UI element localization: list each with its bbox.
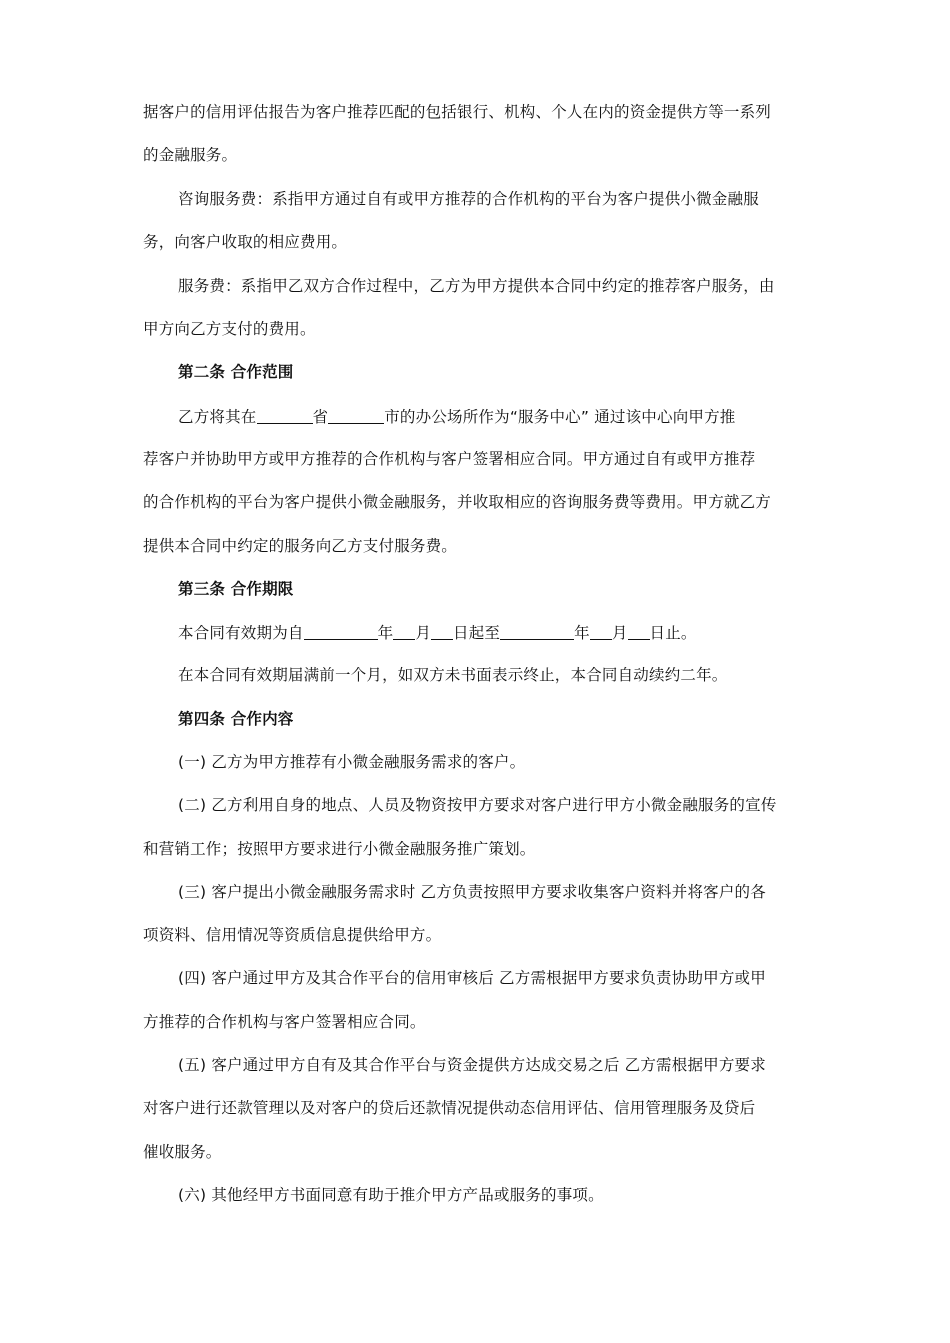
text-segment: 省 xyxy=(312,408,329,426)
list-item: (二) 乙方利用自身的地点、人员及物资按甲方要求对客户进行甲方小微金融服务的宣传 xyxy=(178,796,777,814)
paragraph-line: 提供本合同中约定的服务向乙方支付服务费。 xyxy=(143,537,458,555)
paragraph-line: 的合作机构的平台为客户提供小微金融服务，并收取相应的咨询服务费等费用。甲方就乙方 xyxy=(143,493,772,511)
article-2-heading: 第二条 合作范围 xyxy=(178,363,294,381)
text-segment: 年 xyxy=(574,624,590,642)
paragraph-line: 在本合同有效期届满前一个月，如双方未书面表示终止，本合同自动续约二年。 xyxy=(178,666,728,684)
article-3-heading: 第三条 合作期限 xyxy=(178,580,294,598)
text-segment: 本合同有效期为自 xyxy=(178,624,304,642)
city-blank xyxy=(328,406,384,424)
text-segment: 月 xyxy=(611,624,628,642)
list-item-continuation: 和营销工作；按照甲方要求进行小微金融服务推广策划。 xyxy=(143,840,536,858)
text-segment: 月 xyxy=(415,624,432,642)
end-month-blank xyxy=(590,622,612,640)
list-item: (三) 客户提出小微金融服务需求时 乙方负责按照甲方要求收集客户资料并将客户的各 xyxy=(178,883,766,901)
end-day-blank xyxy=(628,622,650,640)
start-year-blank xyxy=(304,622,378,640)
paragraph-line: 甲方向乙方支付的费用。 xyxy=(143,320,316,338)
paragraph-line: 咨询服务费：系指甲方通过自有或甲方推荐的合作机构的平台为客户提供小微金融服 xyxy=(178,190,759,208)
list-item-continuation: 项资料、信用情况等资质信息提供给甲方。 xyxy=(143,926,442,944)
province-blank xyxy=(257,406,313,424)
paragraph-line: 务，向客户收取的相应费用。 xyxy=(143,233,348,251)
list-item-continuation: 方推荐的合作机构与客户签署相应合同。 xyxy=(143,1013,426,1031)
text-segment: 市的办公场所作为“服务中心” 通过该中心向甲方推 xyxy=(384,408,736,426)
list-item-continuation: 对客户进行还款管理以及对客户的贷后还款情况提供动态信用评估、信用管理服务及贷后 xyxy=(143,1099,756,1117)
list-item-continuation: 催收服务。 xyxy=(143,1143,222,1161)
text-segment: 年 xyxy=(377,624,394,642)
paragraph-line: 服务费：系指甲乙双方合作过程中，乙方为甲方提供本合同中约定的推荐客户服务，由 xyxy=(178,277,775,295)
end-year-blank xyxy=(500,622,574,640)
start-day-blank xyxy=(431,622,453,640)
article-4-heading: 第四条 合作内容 xyxy=(178,710,294,728)
term-line xyxy=(178,622,697,643)
list-item: (五) 客户通过甲方自有及其合作平台与资金提供方达成交易之后 乙方需根据甲方要求 xyxy=(178,1056,766,1074)
start-month-blank xyxy=(393,622,415,640)
text-segment: 日起至 xyxy=(453,624,501,642)
article-2-line-1 xyxy=(178,406,736,427)
paragraph-line: 的金融服务。 xyxy=(143,146,238,164)
paragraph-line: 据客户的信用评估报告为客户推荐匹配的包括银行、机构、个人在内的资金提供方等一系列 xyxy=(143,103,772,121)
list-item: (六) 其他经甲方书面同意有助于推介甲方产品或服务的事项。 xyxy=(178,1186,604,1204)
text-segment: 日止。 xyxy=(649,624,697,642)
text-segment: 乙方将其在 xyxy=(178,408,257,426)
list-item: (一) 乙方为甲方推荐有小微金融服务需求的客户。 xyxy=(178,753,526,771)
paragraph-line: 荐客户并协助甲方或甲方推荐的合作机构与客户签署相应合同。甲方通过自有或甲方推荐 xyxy=(143,450,756,468)
list-item: (四) 客户通过甲方及其合作平台的信用审核后 乙方需根据甲方要求负责协助甲方或甲 xyxy=(178,969,766,987)
